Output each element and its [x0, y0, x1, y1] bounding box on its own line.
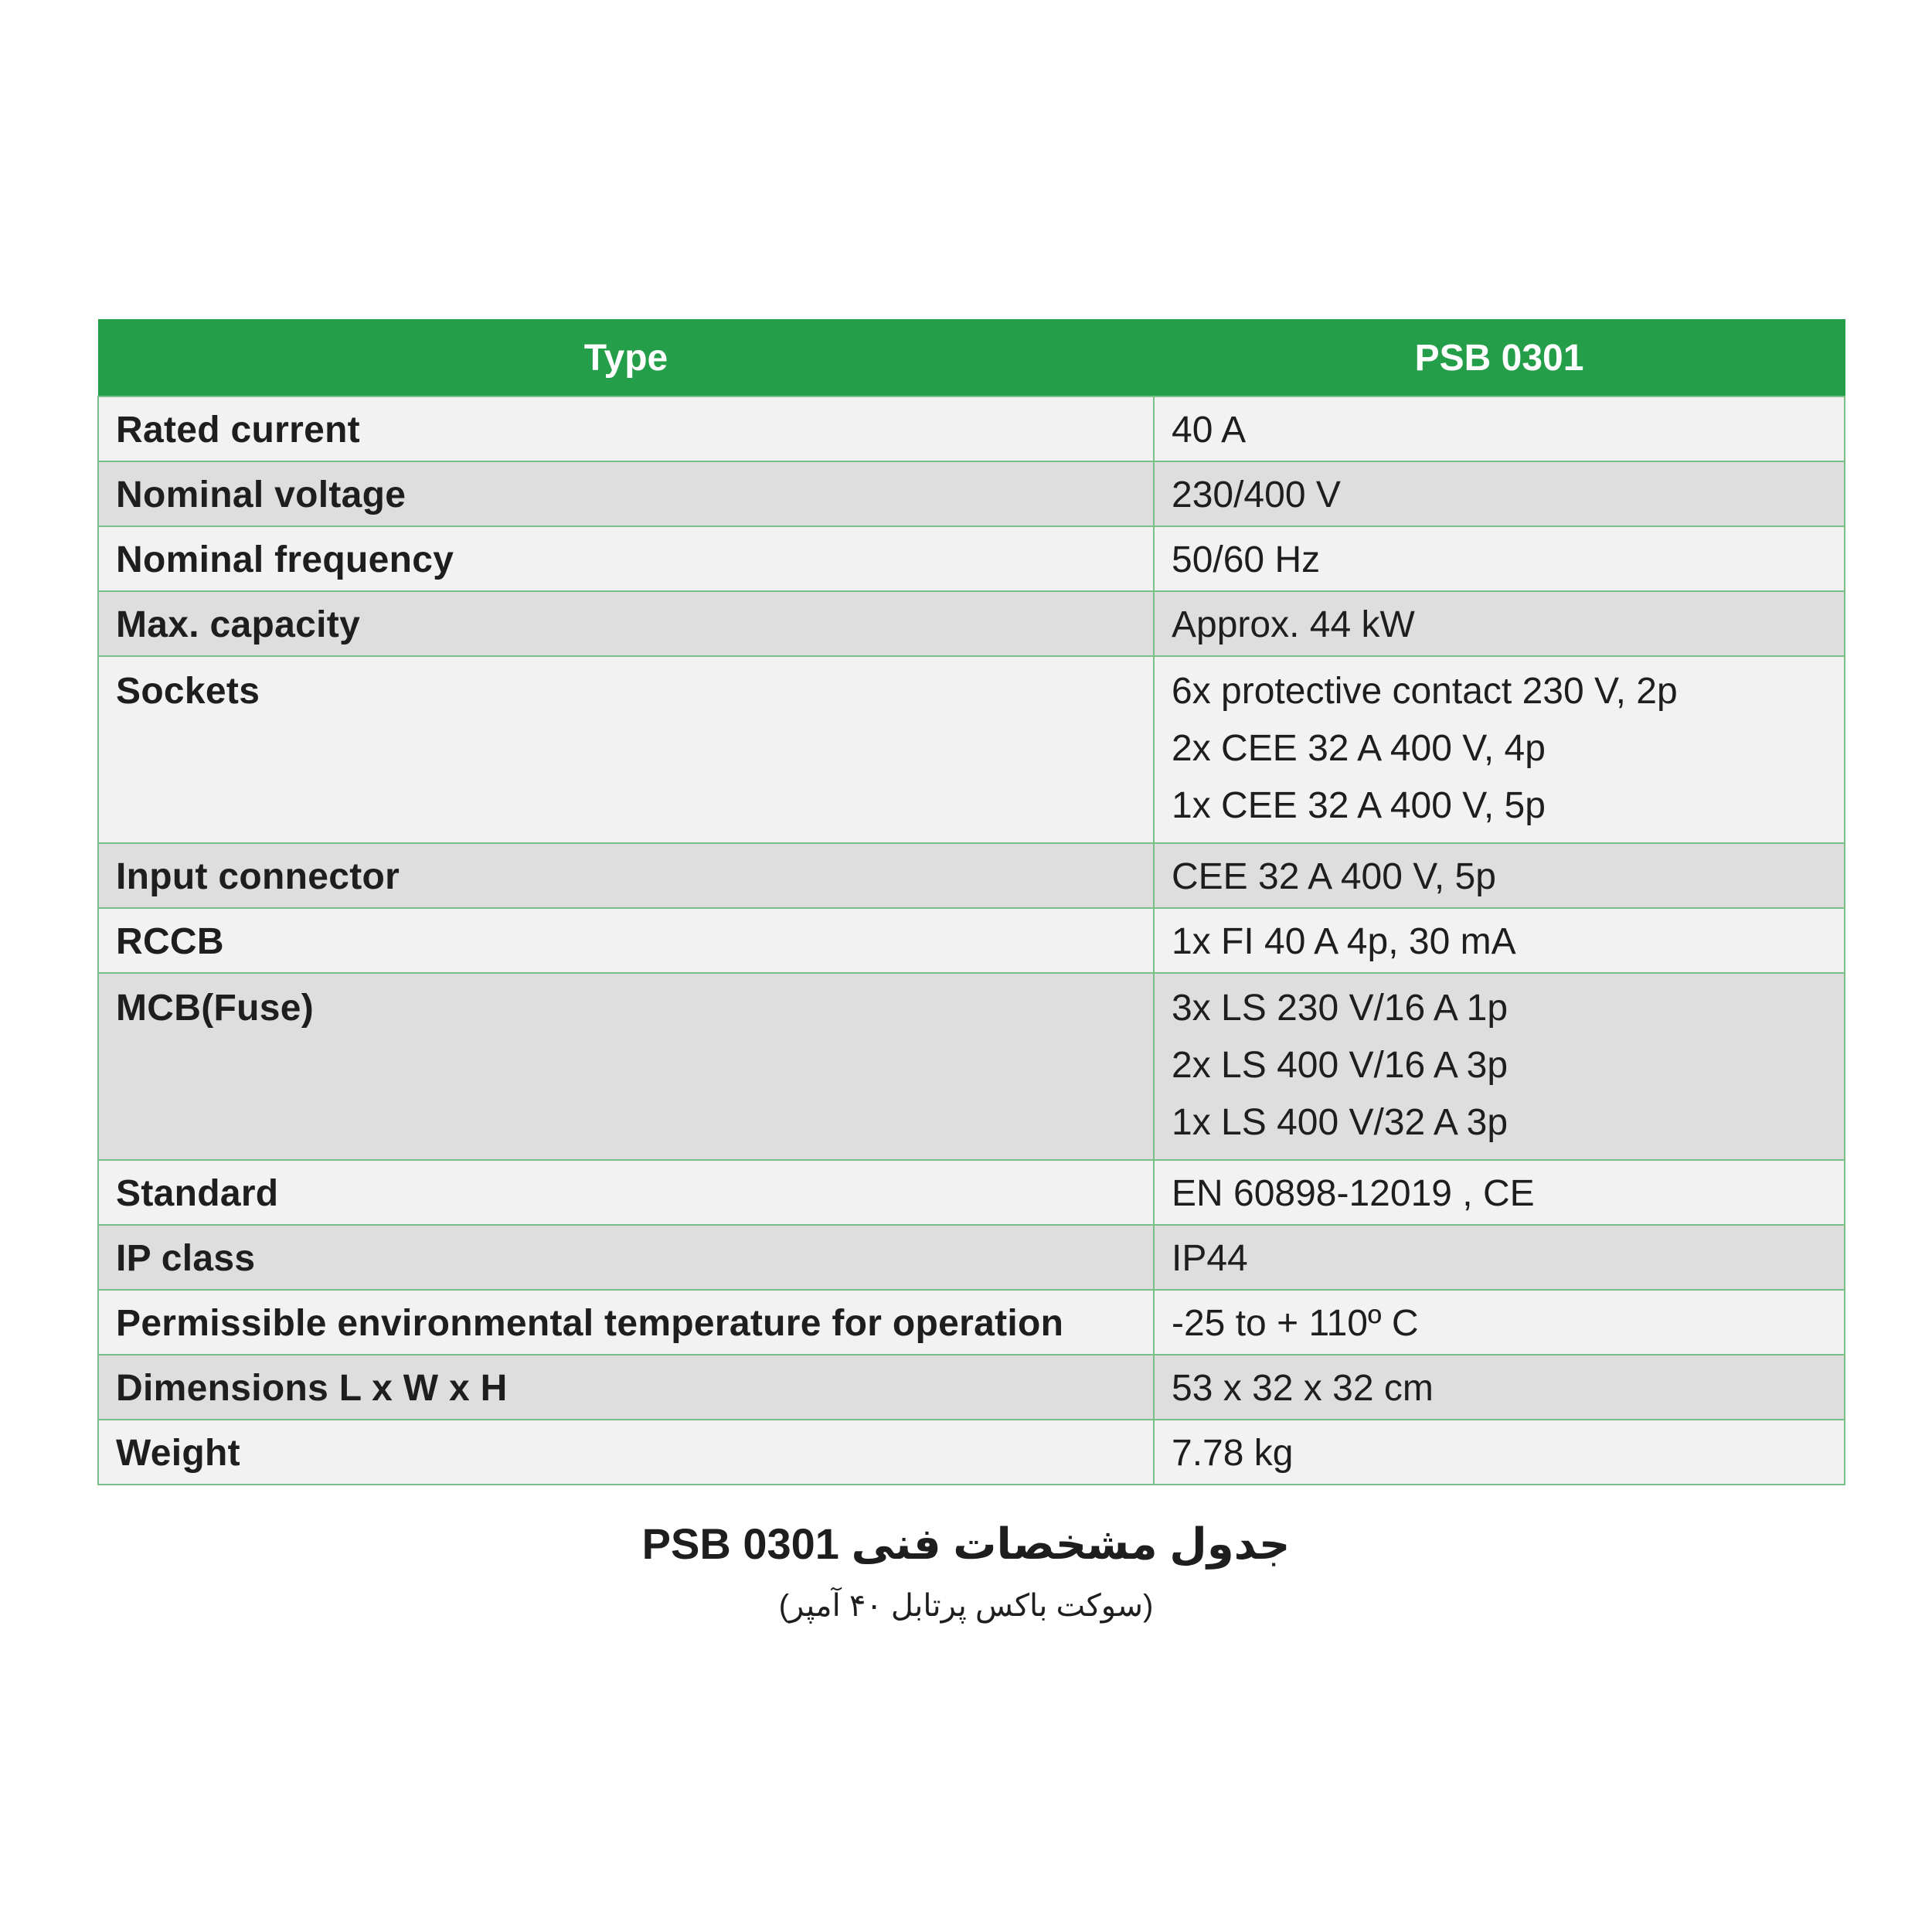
- row-label: Weight: [98, 1420, 1154, 1485]
- row-value: 53 x 32 x 32 cm: [1154, 1355, 1845, 1420]
- row-value: CEE 32 A 400 V, 5p: [1154, 843, 1845, 908]
- value-line: 3x LS 230 V/16 A 1p: [1172, 988, 1509, 1029]
- table-row: [98, 973, 1845, 1160]
- row-label: RCCB: [98, 908, 1154, 973]
- row-label: Nominal voltage: [98, 461, 1154, 526]
- table-row: [98, 396, 1845, 461]
- row-value: [1154, 973, 1845, 1160]
- row-value: 40 A: [1154, 396, 1845, 461]
- table-row: [98, 1355, 1845, 1420]
- row-label: Input connector: [98, 843, 1154, 908]
- value-line: 2x LS 400 V/16 A 3p: [1172, 1045, 1509, 1086]
- header-model: PSB 0301: [1154, 320, 1845, 397]
- row-label: Sockets: [98, 656, 1154, 843]
- table-row: [98, 656, 1845, 843]
- table-row: [98, 1225, 1845, 1290]
- table-row: [98, 1290, 1845, 1355]
- row-value: 1x FI 40 A 4p, 30 mA: [1154, 908, 1845, 973]
- table-row: [98, 1160, 1845, 1225]
- row-label: MCB(Fuse): [98, 973, 1154, 1160]
- caption-title: جدول مشخصات فنی PSB 0301: [641, 1519, 1291, 1568]
- row-value: 230/400 V: [1154, 461, 1845, 526]
- row-value: Approx. 44 kW: [1154, 591, 1845, 656]
- caption-subtitle: (سوکت باکس پرتابل ۴۰ آمپر): [778, 1589, 1154, 1623]
- value-line: 2x CEE 32 A 400 V, 4p: [1172, 728, 1546, 769]
- value-line: 1x LS 400 V/32 A 3p: [1172, 1102, 1509, 1143]
- table-header-row: [98, 320, 1845, 397]
- row-label: Max. capacity: [98, 591, 1154, 656]
- row-value: 7.78 kg: [1154, 1420, 1845, 1485]
- row-value: 50/60 Hz: [1154, 526, 1845, 591]
- row-label: Rated current: [98, 396, 1154, 461]
- table-row: [98, 908, 1845, 973]
- row-label: Permissible environmental temperature for operation: [98, 1290, 1154, 1355]
- row-label: Dimensions L x W x H: [98, 1355, 1154, 1420]
- table-row: [98, 843, 1845, 908]
- table-row: [98, 591, 1845, 656]
- row-value: EN 60898-12019 , CE: [1154, 1160, 1845, 1225]
- header-type: Type: [98, 320, 1154, 397]
- row-label: Nominal frequency: [98, 526, 1154, 591]
- row-label: IP class: [98, 1225, 1154, 1290]
- row-value: [1154, 656, 1845, 843]
- value-line: 6x protective contact 230 V, 2p: [1172, 671, 1678, 712]
- table-row: [98, 461, 1845, 526]
- value-line: 1x CEE 32 A 400 V, 5p: [1172, 785, 1546, 826]
- row-value: -25 to + 110º C: [1154, 1290, 1845, 1355]
- table-row: [98, 526, 1845, 591]
- table-row: [98, 1420, 1845, 1485]
- row-value: IP44: [1154, 1225, 1845, 1290]
- row-label: Standard: [98, 1160, 1154, 1225]
- spec-table: [97, 319, 1845, 1485]
